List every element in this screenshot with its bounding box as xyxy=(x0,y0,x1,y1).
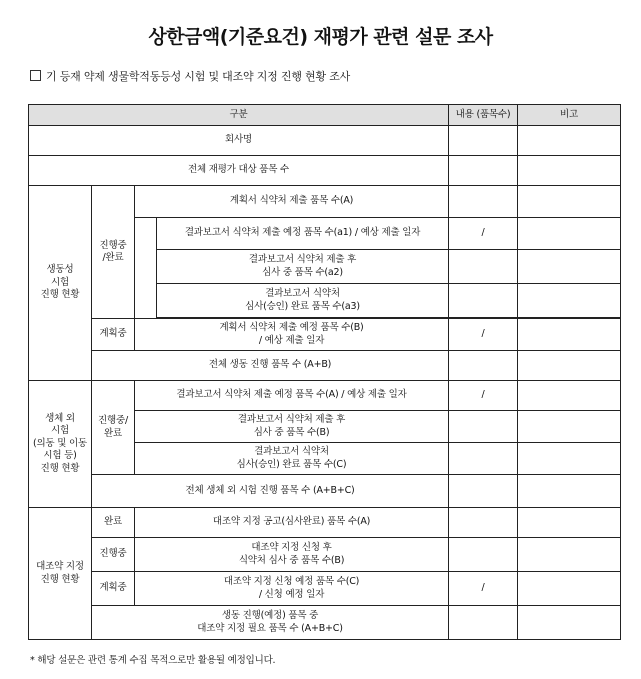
table-row xyxy=(29,319,621,351)
bioeq-under-review: 결과보고서 식약처 제출 후 심사 중 품목 수(a2) xyxy=(157,250,449,284)
remarks-cell[interactable] xyxy=(518,443,621,475)
nonbio-under-review: 결과보고서 식약처 제출 후 심사 중 품목 수(B) xyxy=(135,411,449,443)
reference-section-label: 대조약 지정 진행 현황 xyxy=(29,508,92,640)
bioeq-total: 전체 생동 진행 품목 수 (A+B) xyxy=(92,351,449,381)
reference-planned-label: 계획중 xyxy=(92,572,135,606)
reference-in-progress-label: 진행중 xyxy=(92,538,135,572)
bioeq-report-expected-content[interactable]: / xyxy=(449,218,518,250)
remarks-cell[interactable] xyxy=(518,538,621,572)
bioeq-plan-submitted: 계획서 식약처 제출 품목 수(A) xyxy=(135,186,449,218)
content-cell[interactable] xyxy=(449,284,518,318)
bioeq-approved: 결과보고서 식약처 심사(승인) 완료 품목 수(a3) xyxy=(157,284,449,318)
nonbio-section-label: 생체 외 시험 (의동 및 이동 시험 등) 진행 현황 xyxy=(29,381,92,508)
nonbio-total: 전체 생체 외 시험 진행 품목 수 (A+B+C) xyxy=(92,475,449,508)
nonbio-report-expected-content[interactable]: / xyxy=(449,381,518,411)
remarks-cell[interactable] xyxy=(518,156,621,186)
remarks-cell[interactable] xyxy=(518,319,621,351)
content-cell[interactable] xyxy=(449,186,518,218)
bioeq-in-progress-label: 진행중 /완료 xyxy=(92,186,135,319)
checkbox-icon xyxy=(30,70,41,81)
subtitle-text: 기 등재 약제 생물학적동등성 시험 및 대조약 지정 진행 현황 조사 xyxy=(46,70,351,83)
nonbio-in-progress-label: 진행중/ 완료 xyxy=(92,381,135,475)
remarks-cell[interactable] xyxy=(518,411,621,443)
table-row xyxy=(29,381,621,411)
survey-subtitle xyxy=(30,68,350,84)
nonbio-approved: 결과보고서 식약처 심사(승인) 완료 품목 수(C) xyxy=(135,443,449,475)
table-row xyxy=(29,186,621,218)
remarks-cell[interactable] xyxy=(518,351,621,381)
bioeq-planned-text: 계획서 식약처 제출 예정 품목 수(B) / 예상 제출 일자 xyxy=(135,319,449,351)
header-row xyxy=(29,105,621,126)
page-title: 상한금액(기준요건) 재평가 관련 설문 조사 xyxy=(148,26,493,48)
reference-planned-content[interactable]: / xyxy=(449,572,518,606)
company-label: 회사명 xyxy=(29,126,449,156)
bioeq-planned-content[interactable]: / xyxy=(449,319,518,351)
remarks-cell[interactable] xyxy=(518,186,621,218)
bioeq-section-label: 생동성 시험 진행 현황 xyxy=(29,186,92,381)
remarks-cell[interactable] xyxy=(518,126,621,156)
footnote: * 해당 설문은 관련 통계 수집 목적으로만 활용될 예정입니다. xyxy=(30,655,276,666)
content-cell[interactable] xyxy=(449,606,518,640)
nonbio-report-expected: 결과보고서 식약처 제출 예정 품목 수(A) / 예상 제출 일자 xyxy=(135,381,449,411)
reference-done-text: 대조약 지정 공고(심사완료) 품목 수(A) xyxy=(135,508,449,538)
table-row xyxy=(29,606,621,640)
content-cell[interactable] xyxy=(449,475,518,508)
remarks-cell[interactable] xyxy=(518,508,621,538)
table-row xyxy=(29,572,621,606)
table-row xyxy=(29,156,621,186)
bioeq-planned-label: 계획중 xyxy=(92,319,135,351)
remarks-cell[interactable] xyxy=(518,606,621,640)
bioeq-report-expected: 결과보고서 식약처 제출 예정 품목 수(a1) / 예상 제출 일자 xyxy=(157,218,449,250)
reference-total: 생동 진행(예정) 품목 중 대조약 지정 필요 품목 수 (A+B+C) xyxy=(92,606,449,640)
remarks-cell[interactable] xyxy=(518,572,621,606)
survey-table xyxy=(28,104,621,640)
table-row xyxy=(29,508,621,538)
table-row xyxy=(29,126,621,156)
reference-done-label: 완료 xyxy=(92,508,135,538)
header-remarks: 비고 xyxy=(518,105,621,126)
content-cell[interactable] xyxy=(449,156,518,186)
indent-cell xyxy=(135,218,157,318)
reference-planned-text: 대조약 지정 신청 예정 품목 수(C) / 신청 예정 일자 xyxy=(135,572,449,606)
remarks-cell[interactable] xyxy=(518,475,621,508)
header-category: 구분 xyxy=(29,105,449,126)
total-items-label: 전체 재평가 대상 품목 수 xyxy=(29,156,449,186)
table-row xyxy=(29,475,621,508)
remarks-cell[interactable] xyxy=(518,381,621,411)
content-cell[interactable] xyxy=(449,411,518,443)
remarks-cell[interactable] xyxy=(518,250,621,284)
content-cell[interactable] xyxy=(449,250,518,284)
table-row xyxy=(29,351,621,381)
content-cell[interactable] xyxy=(449,508,518,538)
table-row xyxy=(29,538,621,572)
content-cell[interactable] xyxy=(449,443,518,475)
content-cell[interactable] xyxy=(449,351,518,381)
remarks-cell[interactable] xyxy=(518,218,621,250)
content-cell[interactable] xyxy=(449,538,518,572)
reference-in-progress-text: 대조약 지정 신청 후 식약처 심사 중 품목 수(B) xyxy=(135,538,449,572)
header-content: 내용 (품목수) xyxy=(449,105,518,126)
content-cell[interactable] xyxy=(449,126,518,156)
remarks-cell[interactable] xyxy=(518,284,621,318)
